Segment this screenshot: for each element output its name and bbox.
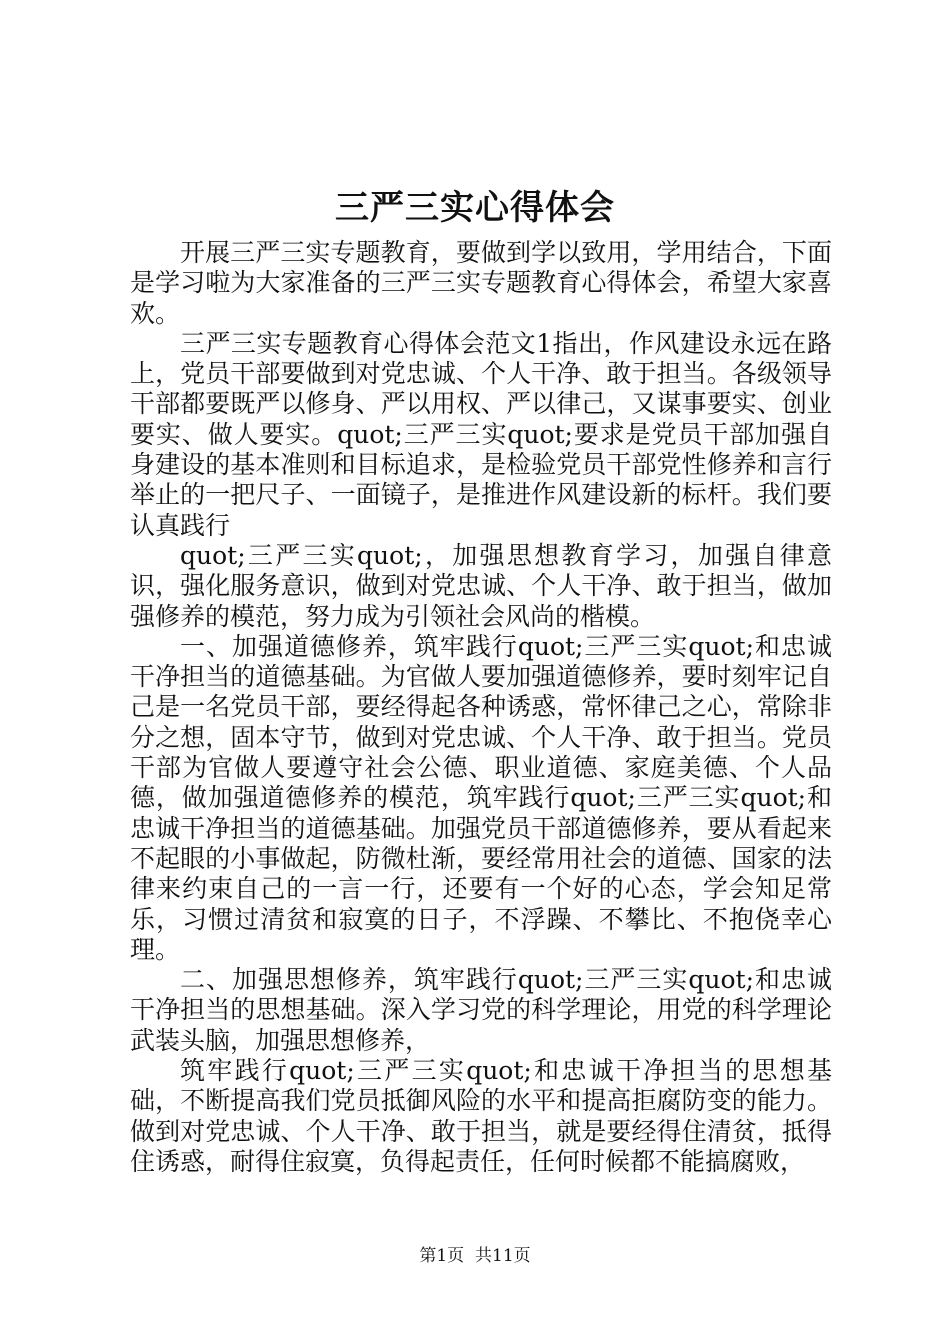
page-total: 共11页: [475, 1246, 531, 1266]
paragraph-continuation: quot;三严三实quot;，加强思想教育学习，加强自律意识，强化服务意识，做到对党忠诚、个人干净、敢于担当，做加强修养的模范，努力成为引领社会风尚的楷模。: [130, 540, 832, 631]
paragraph-section-1: 一、加强道德修养，筑牢践行quot;三严三实quot;和忠诚干净担当的道德基础。为官做人要加强道德修养，要时刻牢记自己是一名党员干部，要经得起各种诱惑，常怀律己之心，常除非分之想，固本守节，做到对党忠诚、个人干净、敢于担当。党员干部为官做人要遵守社会公德、职业道德、家庭美德、个人品德，做加强道德修养的模范，筑牢践行quot;三严三实quot;和忠诚干净担当的道德基础。加强党员干部道德修养，要从看起来不起眼的小事做起，防微杜渐，要经常用社会的道德、国家的法律来约束自己的一言一行，还要有一个好的心态，学会知足常乐，习惯过清贫和寂寞的日子，不浮躁、不攀比、不抱侥幸心理。: [130, 631, 832, 964]
page-number: 第1页: [419, 1246, 465, 1266]
paragraph-section-2: 二、加强思想修养，筑牢践行quot;三严三实quot;和忠诚干净担当的思想基础。深入学习党的科学理论，用党的科学理论武装头脑，加强思想修养，: [130, 965, 832, 1055]
document-title: 三严三实心得体会: [335, 188, 615, 228]
paragraph-intro: 开展三严三实专题教育，要做到学以致用，学用结合，下面是学习啦为大家准备的三严三实专题教育心得体会，希望大家喜欢。: [130, 238, 832, 328]
paragraph-sample-1: 三严三实专题教育心得体会范文1指出，作风建设永远在路上，党员干部要做到对党忠诚、个人干净、敢于担当。各级领导干部都要既严以修身、严以用权、严以律己，又谋事要实、创业要实、做人要实。quot;三严三实quot;要求是党员干部加强自身建设的基本准则和目标追求，是检验党员干部党性修养和言行举止的一把尺子、一面镜子，是推进作风建设新的标杆。我们要认真践行: [130, 328, 832, 540]
page-footer: [0, 1244, 950, 1268]
paragraph-section-2-continued: 筑牢践行quot;三严三实quot;和忠诚干净担当的思想基础，不断提高我们党员抵御风险的水平和提高拒腐防变的能力。做到对党忠诚、个人干净、敢于担当，就是要经得住清贫，抵得住诱惑，耐得住寂寞，负得起责任，任何时候都不能搞腐败，: [130, 1056, 832, 1176]
document-body: [130, 238, 832, 1177]
